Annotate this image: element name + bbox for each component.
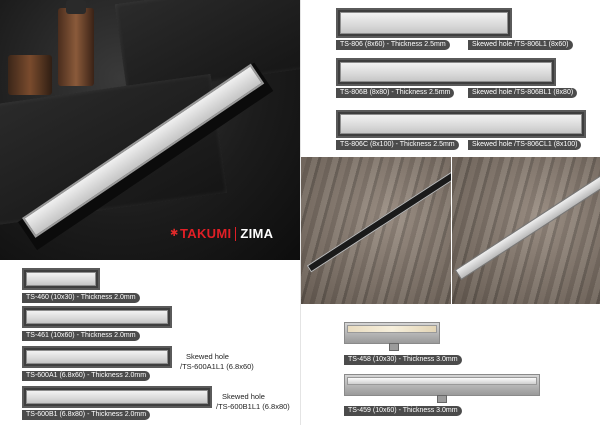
bottle-cap [66, 0, 86, 14]
grate-ts600b1 [22, 386, 212, 408]
grate-ts460 [22, 268, 100, 290]
label-ts459: TS-459 (10x60) - Thickness 3.0mm [344, 406, 462, 416]
channel-ts458 [344, 322, 440, 344]
label-ts600a1: TS-600A1 (6.8x60) - Thickness 2.0mm [22, 371, 150, 381]
brand-mark-icon: ✱ [170, 227, 179, 239]
stone-tile [0, 74, 227, 226]
brand-logo [170, 226, 273, 241]
brand-name-part1: TAKUMI [180, 226, 232, 241]
grate-ts806c [336, 110, 586, 138]
grate-ts806 [336, 8, 512, 38]
grate-ts806b [336, 58, 556, 86]
brand-name-part2: ZIMA [240, 226, 274, 241]
label-ts806: TS-806 (8x60) - Thickness 2.5mm [336, 40, 450, 50]
skew-ts600b1-code: /TS-600B1L1 (6.8x80) [216, 402, 290, 411]
skew-ts600a1-code: /TS-600A1L1 (6.8x60) [180, 362, 254, 371]
skew-ts806b: Skewed hole /TS-806BL1 (8x80) [468, 88, 577, 98]
grate-ts461 [22, 306, 172, 328]
channel-ts459 [344, 374, 540, 396]
skew-ts600b1-title: Skewed hole [222, 392, 265, 401]
brand-separator [235, 227, 236, 241]
floor-photo-1 [301, 157, 451, 304]
label-ts600b1: TS-600B1 (6.8x80) - Thickness 2.0mm [22, 410, 150, 420]
skew-ts600a1-title: Skewed hole [186, 352, 229, 361]
label-ts806b: TS-806B (8x80) - Thickness 2.5mm [336, 88, 454, 98]
jar [8, 55, 52, 95]
label-ts461: TS-461 (10x60) - Thickness 2.0mm [22, 331, 140, 341]
skew-ts806: Skewed hole /TS-806L1 (8x60) [468, 40, 573, 50]
hero-photo [0, 0, 300, 260]
label-ts806c: TS-806C (8x100) - Thickness 2.5mm [336, 140, 459, 150]
label-ts460: TS-460 (10x30) - Thickness 2.0mm [22, 293, 140, 303]
label-ts458: TS-458 (10x30) - Thickness 3.0mm [344, 355, 462, 365]
bottle [58, 8, 94, 86]
skew-ts806c: Skewed hole /TS-806CL1 (8x100) [468, 140, 581, 150]
grate-ts600a1 [22, 346, 172, 368]
floor-photo-2 [452, 157, 600, 304]
